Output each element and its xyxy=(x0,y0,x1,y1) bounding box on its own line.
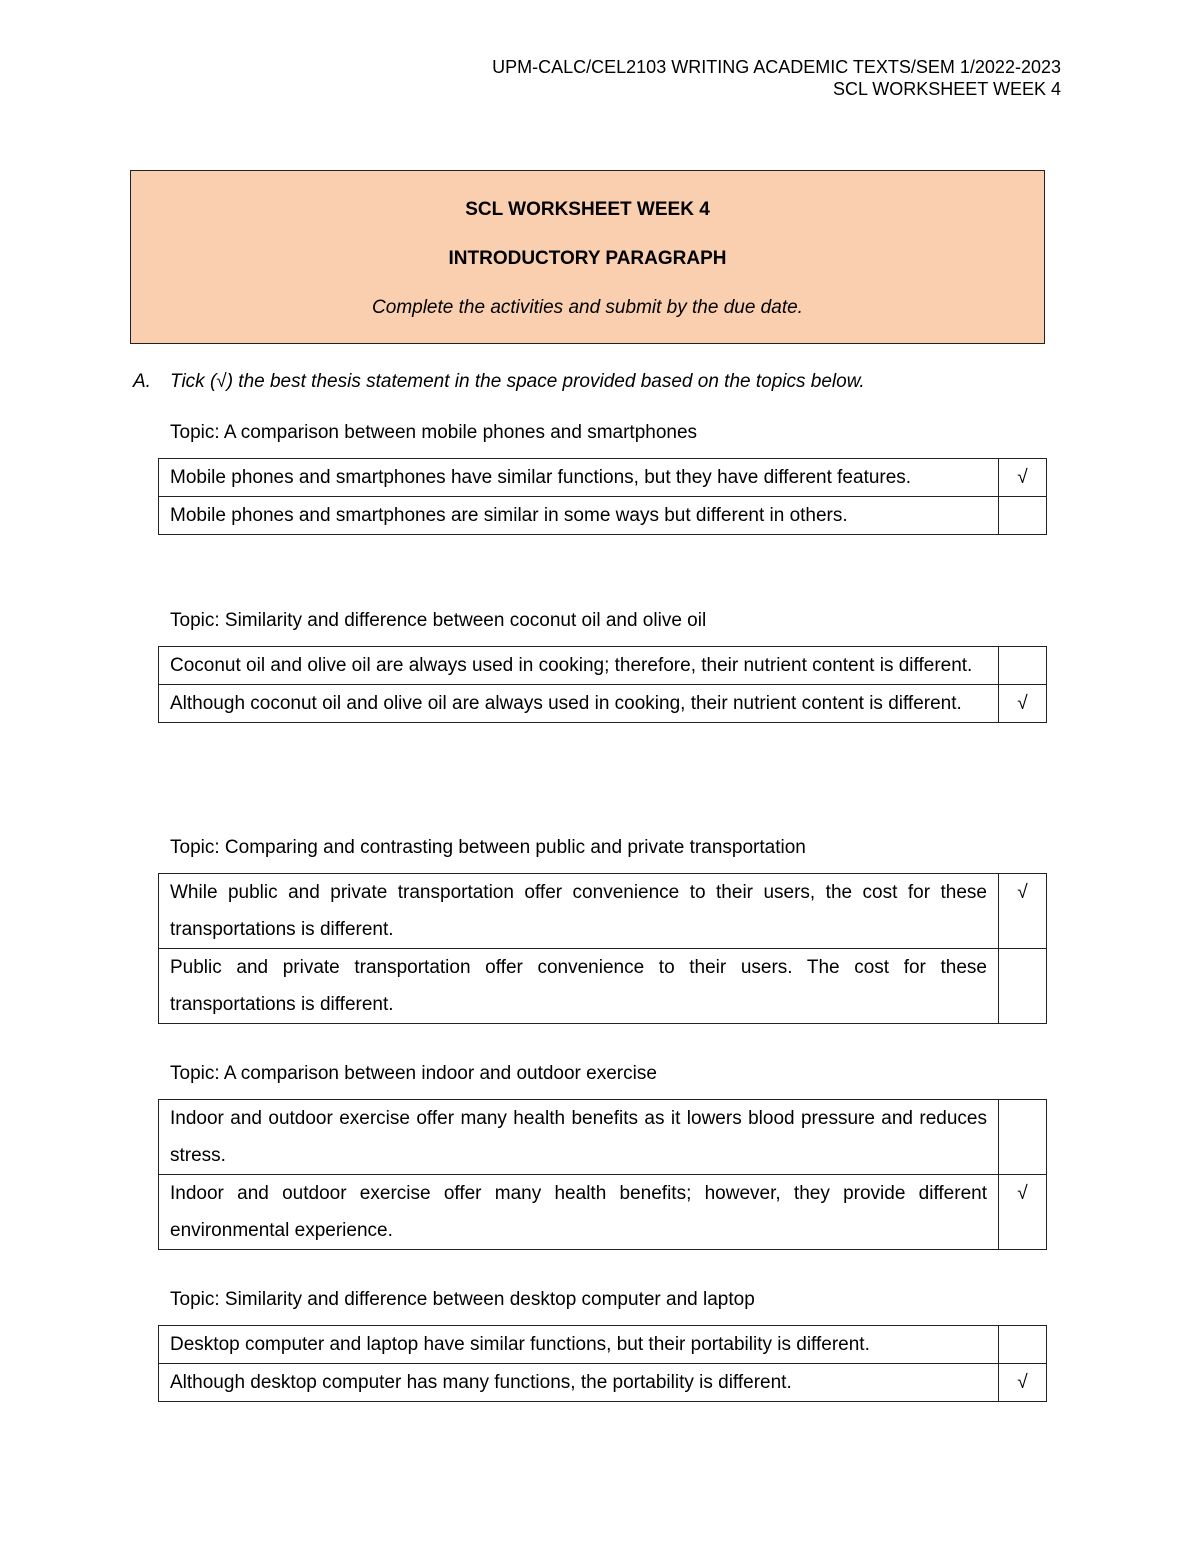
table-row xyxy=(159,1364,1047,1402)
tick-box[interactable] xyxy=(999,949,1047,1024)
worksheet-note: Complete the activities and submit by the due date. xyxy=(372,297,803,318)
table-row xyxy=(159,497,1047,535)
tick-box[interactable]: √ xyxy=(999,685,1047,723)
tick-box[interactable] xyxy=(999,497,1047,535)
thesis-statement: Desktop computer and laptop have similar functions, but their portability is different. xyxy=(159,1326,999,1364)
topic-block xyxy=(158,422,1047,535)
table-row xyxy=(159,874,1047,949)
running-header xyxy=(492,56,1061,100)
header-course-line: UPM-CALC/CEL2103 WRITING ACADEMIC TEXTS/SEM 1/2022-2023 xyxy=(492,57,1061,77)
thesis-statement: Coconut oil and olive oil are always used in cooking; therefore, their nutrient content is different. xyxy=(159,647,999,685)
thesis-statement: Although coconut oil and olive oil are always used in cooking, their nutrient content is different. xyxy=(159,685,999,723)
thesis-statement: Mobile phones and smartphones are similar in some ways but different in others. xyxy=(159,497,999,535)
thesis-options-table xyxy=(158,873,1047,1024)
thesis-statement: Although desktop computer has many functions, the portability is different. xyxy=(159,1364,999,1402)
tick-box[interactable] xyxy=(999,1326,1047,1364)
topic-label: Topic: Comparing and contrasting between public and private transportation xyxy=(170,837,806,858)
tick-box[interactable] xyxy=(999,1100,1047,1175)
tick-box[interactable]: √ xyxy=(999,1175,1047,1250)
topic-label: Topic: Similarity and difference between coconut oil and olive oil xyxy=(170,610,707,631)
instruction-text: Tick (√) the best thesis statement in the space provided based on the topics below. xyxy=(170,371,865,392)
thesis-options-table xyxy=(158,646,1047,723)
thesis-statement: Public and private transportation offer convenience to their users. The cost for these transportations is different. xyxy=(159,949,999,1024)
tick-box[interactable]: √ xyxy=(999,1364,1047,1402)
topic-block xyxy=(158,837,1047,1024)
tick-box[interactable]: √ xyxy=(999,874,1047,949)
thesis-options-table xyxy=(158,1099,1047,1250)
thesis-statement: Indoor and outdoor exercise offer many health benefits as it lowers blood pressure and reduces stress. xyxy=(159,1100,999,1175)
worksheet-subtitle: INTRODUCTORY PARAGRAPH xyxy=(448,248,727,269)
topic-label: Topic: A comparison between indoor and outdoor exercise xyxy=(170,1063,657,1084)
table-row xyxy=(159,1175,1047,1250)
topic-block xyxy=(158,610,1047,723)
section-a-instruction xyxy=(133,371,865,393)
thesis-options-table xyxy=(158,1325,1047,1402)
topic-label: Topic: A comparison between mobile phones and smartphones xyxy=(170,422,698,443)
worksheet-title: SCL WORKSHEET WEEK 4 xyxy=(465,199,710,220)
topic-block xyxy=(158,1289,1047,1402)
tick-box[interactable] xyxy=(999,647,1047,685)
topic-block xyxy=(158,1063,1047,1250)
topic-label: Topic: Similarity and difference between desktop computer and laptop xyxy=(170,1289,755,1310)
thesis-statement: Indoor and outdoor exercise offer many health benefits; however, they provide different environmental experience. xyxy=(159,1175,999,1250)
thesis-statement: Mobile phones and smartphones have similar functions, but they have different features. xyxy=(159,459,999,497)
table-row xyxy=(159,1326,1047,1364)
title-box xyxy=(130,170,1045,344)
table-row xyxy=(159,459,1047,497)
thesis-options-table xyxy=(158,458,1047,535)
table-row xyxy=(159,1100,1047,1175)
table-row xyxy=(159,647,1047,685)
section-letter: A. xyxy=(133,371,151,392)
table-row xyxy=(159,685,1047,723)
table-row xyxy=(159,949,1047,1024)
tick-box[interactable]: √ xyxy=(999,459,1047,497)
header-worksheet-line: SCL WORKSHEET WEEK 4 xyxy=(832,79,1061,99)
thesis-statement: While public and private transportation offer convenience to their users, the cost for these transportations is different. xyxy=(159,874,999,949)
